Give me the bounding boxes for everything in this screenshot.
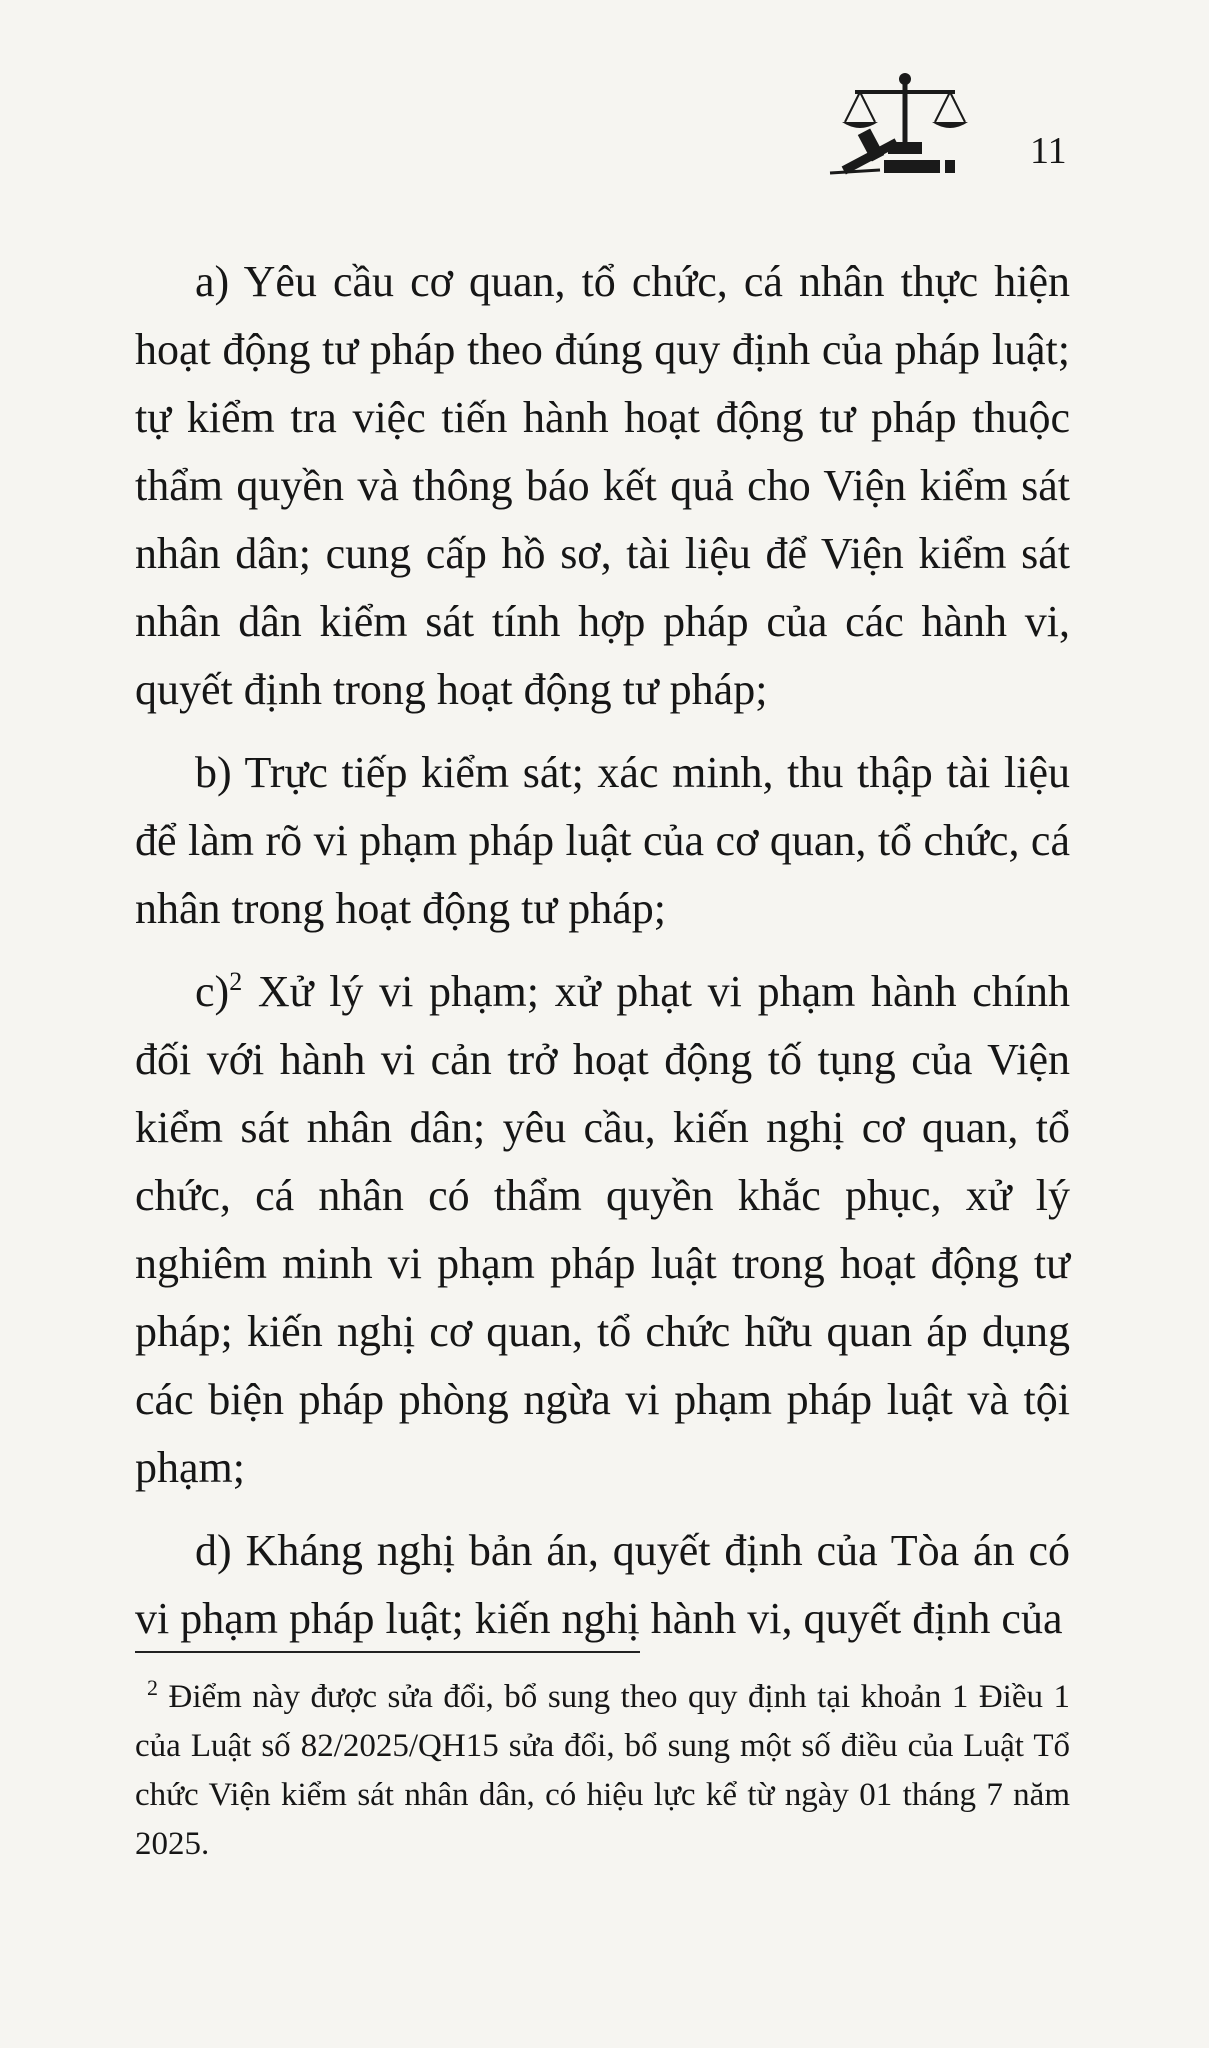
paragraph-marker: c)$^2$ <box>195 967 243 1016</box>
paragraph-marker: a) <box>195 257 230 306</box>
paragraph-text: Xử lý vi phạm; xử phạt vi phạm hành chính đối với hành vi cản trở hoạt động tố tụng của Viện kiểm sát nhân dân; yêu cầu, kiến nghị cơ quan, tổ chức, cá nhân có thẩm quyền khắc phục, xử lý nghiêm minh vi phạm pháp luật trong hoạt động tư pháp; kiến nghị cơ quan, tổ chức hữu quan áp dụng các biện pháp phòng ngừa vi phạm pháp luật và tội phạm; <box>135 967 1071 1492</box>
footnote-text: Điểm này được sửa đổi, bổ sung theo quy định tại khoản 1 Điều 1 của Luật số 82/2025/QH15 sửa đổi, bổ sung một số điều của Luật Tổ chức Viện kiểm sát nhân dân, có hiệu lực kể từ ngày 01 tháng 7 năm 2025. <box>135 1679 1071 1862</box>
scales-and-gavel-icon <box>820 70 990 175</box>
footnote-reference: 2 <box>229 967 243 996</box>
footnote <box>135 1673 1070 1869</box>
page-number: 11 <box>1030 130 1067 172</box>
paragraph-marker: d) <box>195 1526 232 1575</box>
main-text <box>135 248 1070 1653</box>
paragraph-d <box>135 1517 1070 1653</box>
paragraph-marker: b) <box>195 748 232 797</box>
page-header <box>0 70 1209 180</box>
paragraph-text: Yêu cầu cơ quan, tổ chức, cá nhân thực hiện hoạt động tư pháp theo đúng quy định của pháp luật; tự kiểm tra việc tiến hành hoạt động tư pháp thuộc thẩm quyền và thông báo kết quả cho Viện kiểm sát nhân dân; cung cấp hồ sơ, tài liệu để Viện kiểm sát nhân dân kiểm sát tính hợp pháp của các hành vi, quyết định trong hoạt động tư pháp; <box>135 257 1070 714</box>
paragraph-a <box>135 248 1070 724</box>
footnote-text-block <box>135 1673 1070 1869</box>
paragraph-b <box>135 739 1070 943</box>
paragraph-text: Trực tiếp kiểm sát; xác minh, thu thập tài liệu để làm rõ vi phạm pháp luật của cơ quan, tổ chức, cá nhân trong hoạt động tư pháp; <box>135 748 1070 933</box>
paragraph-c <box>135 958 1070 1502</box>
footnote-number: 2 <box>147 1675 158 1700</box>
paragraph-text: Kháng nghị bản án, quyết định của Tòa án có vi phạm pháp luật; kiến nghị hành vi, quyết định của <box>135 1526 1070 1643</box>
footnote-divider <box>135 1651 640 1653</box>
